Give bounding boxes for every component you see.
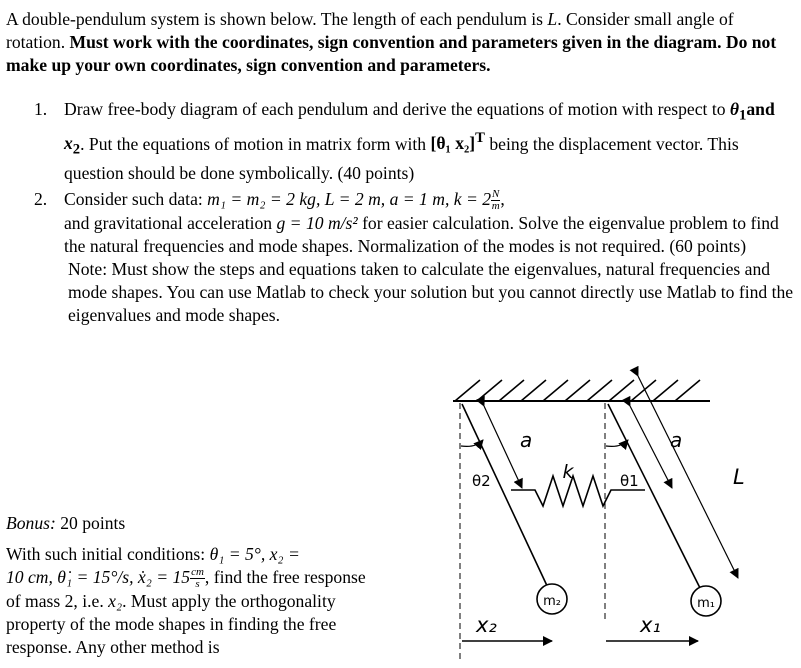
intro-text-1: A double-pendulum system is shown below. The length of each pendulum is bbox=[6, 9, 548, 29]
bonus-frac-num: cm bbox=[191, 566, 204, 579]
pendulum-rod-1 bbox=[608, 404, 702, 592]
angle-arc-theta1 bbox=[606, 440, 628, 446]
q2-text-1: Consider such data: bbox=[64, 188, 208, 209]
label-theta2: θ2 bbox=[472, 472, 491, 490]
q1-theta1-sub: 1 bbox=[739, 107, 747, 124]
q1-text-3: being the displacement vector. This question should be done symbolically. (40 points) bbox=[64, 133, 739, 183]
q2-g: g = 10 m/s² bbox=[276, 213, 358, 234]
q1-vector: [θ₁ x₂] bbox=[430, 133, 476, 154]
bonus-label: Bonus: bbox=[6, 513, 56, 533]
mass-1-label: m₁ bbox=[697, 596, 715, 611]
label-L: L bbox=[733, 465, 745, 489]
q2-number: 2. bbox=[34, 188, 48, 209]
intro-bold: Must work with the coordinates, sign convention and parameters given in the diagram. Do not make up your own coordinates, sign convention and parameters. bbox=[6, 32, 777, 75]
intro-L: L bbox=[547, 9, 558, 29]
q1-and: and bbox=[746, 99, 775, 119]
q2-data: m₁ = m₂ = 2 kg, L = 2 m, a = 1 m, k = 2 bbox=[207, 188, 492, 209]
bonus-text-2: , find the free response of mass 2, i.e. bbox=[6, 567, 366, 612]
spring-k-label: k bbox=[562, 461, 574, 483]
label-a-left: a bbox=[520, 428, 533, 452]
q1-text-2: . Put the equations of motion in matrix form with bbox=[80, 133, 431, 154]
q2-frac-den: m bbox=[491, 200, 500, 213]
q1-number: 1. bbox=[34, 99, 48, 119]
bonus-text-1: With such initial conditions: bbox=[6, 544, 210, 564]
q2-frac-num: N bbox=[492, 188, 500, 201]
q1-x2-sub: 2 bbox=[72, 141, 81, 158]
q1-x2: x bbox=[64, 133, 73, 154]
q1-theta1: θ bbox=[729, 99, 740, 119]
q2-note: Note: Must show the steps and equations taken to calculate the eigenvalues, natural frequencies and mode shapes. You can use Matlab to check your solution but you cannot directly use Matlab to find the eigenvalues and mode shapes. bbox=[68, 259, 794, 326]
bonus-text-3: . Must apply the orthogonality property of the mode shapes in finding the free response. Any other method is bbox=[6, 591, 337, 658]
label-a-right: a bbox=[670, 428, 683, 452]
q2-comma: , bbox=[500, 188, 505, 209]
label-x1: x₁ bbox=[640, 613, 661, 637]
q1-text-1: Draw free-body diagram of each pendulum and derive the equations of motion with respect to bbox=[64, 99, 730, 119]
intro-text-2: . Consider small angle of rotation. bbox=[6, 9, 734, 52]
label-theta1: θ1 bbox=[620, 472, 639, 490]
label-x2: x₂ bbox=[476, 613, 497, 637]
bonus-points: 20 points bbox=[55, 513, 126, 533]
q1-transpose: T bbox=[475, 130, 485, 147]
mass-2-label: m₂ bbox=[543, 594, 561, 609]
bonus-ic-2: 10 cm, θ̇₁ = 15°/s, ẋ₂ = 15 bbox=[6, 567, 191, 587]
bonus-x2: x₂ bbox=[108, 591, 123, 612]
dimension-L bbox=[638, 376, 738, 578]
q2-text-2: and gravitational acceleration bbox=[64, 213, 277, 234]
pendulum-rod-2 bbox=[462, 404, 549, 590]
bonus-frac-den: s bbox=[195, 578, 200, 591]
q2-text-3: for easier calculation. Solve the eigenvalue problem to find the natural frequencies and mode shapes. Normalization of the modes is not required. (60 points) bbox=[64, 213, 779, 257]
bonus-ic-1: θ₁ = 5°, x₂ = bbox=[209, 544, 300, 564]
ceiling bbox=[453, 380, 710, 401]
